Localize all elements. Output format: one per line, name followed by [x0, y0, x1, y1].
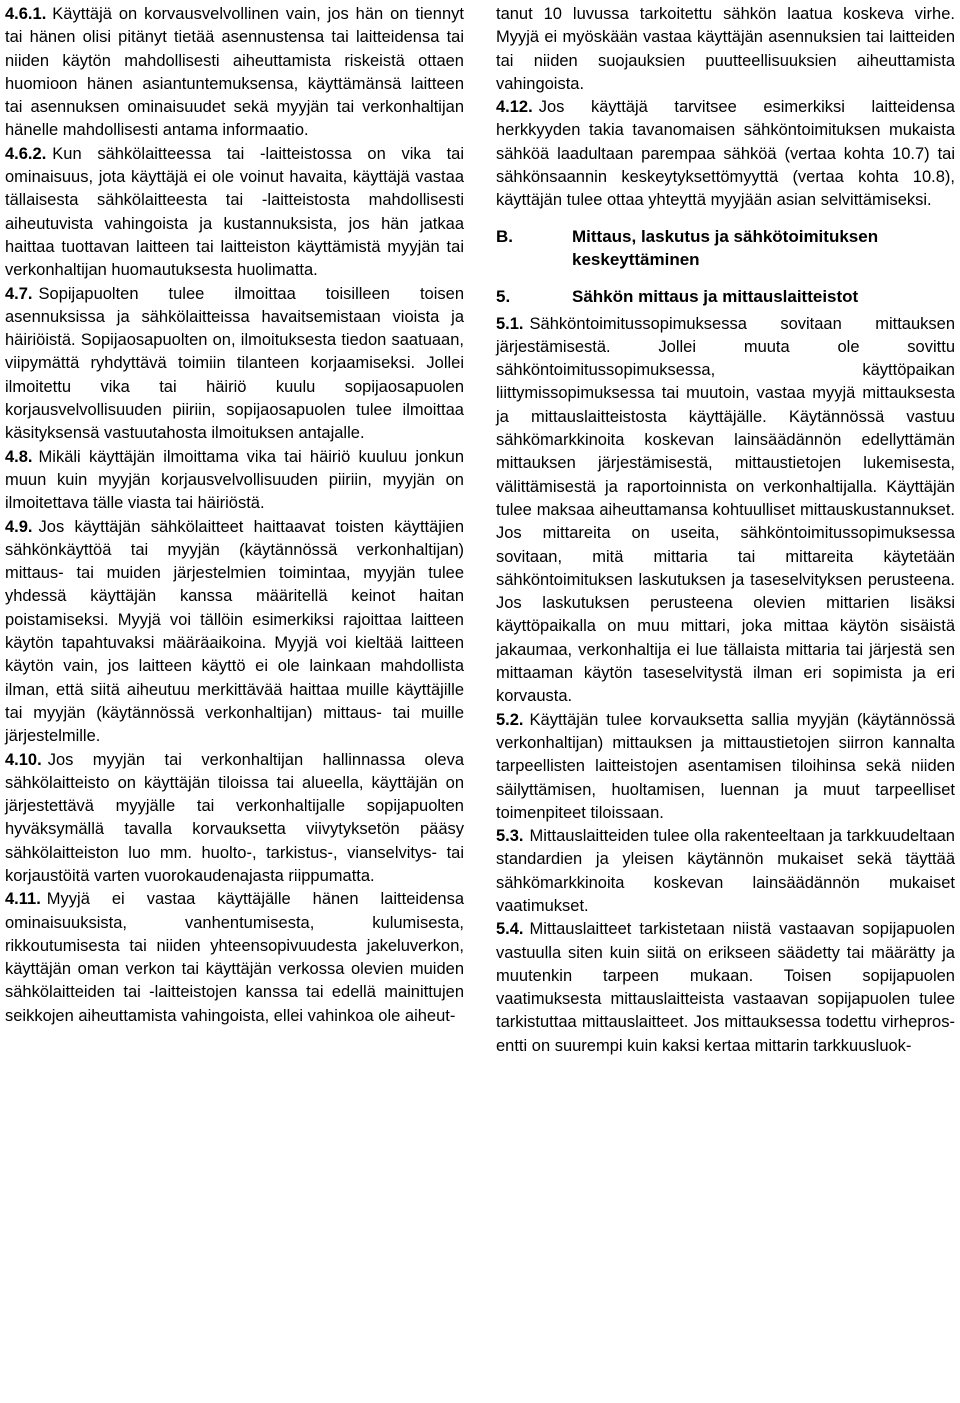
left-column — [5, 3, 464, 1403]
paragraph-text: Kun sähkölaitteessa tai -laitteistossa on vika tai ominaisuus, jota käyttäjä ei ole voinut havaita, käyttäjä vastaa tällaisesta sähkölaitteesta tai -laitteistosta mahdollisesti aiheutuvista vahingoista ja kustannuksista, jos hän jatkaa haittaa tuottavan laitteen tai laitteiston käyttämistä myyjän tai verkonhaltijan huomautuksesta huolimatta. — [5, 144, 464, 280]
paragraph-5-2 — [496, 709, 955, 825]
paragraph-4-8 — [5, 446, 464, 516]
heading-number: B. — [496, 226, 513, 246]
section-number: 4.7. — [5, 284, 33, 303]
section-number: 4.12. — [496, 98, 533, 117]
paragraph-text: Jos myyjän tai verkonhaltijan hallinnassa oleva sähkölaitteisto on käyttäjän tiloissa tai alueella, käyttäjän on järjestettävä myyjälle tai verkonhaltijalle sopijapuolten hyväksymällä tavalla korvauksetta viivytyksetön pääsy sähkölaitteiston luo mm. huolto-, tarkistus-, vianselvitys- tai korjaustöitä varten vuorokaudenajasta riippumatta. — [5, 750, 464, 885]
paragraph-text: Mittauslaitteiden tulee olla rakenteeltaan ja tarkkuudeltaan standardien ja yleisen käytännön mukaiset sekä täyttää sähkömarkkinoita koskevan lainsäädännön mukaiset vaatimukset. — [496, 827, 955, 915]
section-number: 5.1. — [496, 314, 524, 333]
continuation-paragraph: tanut 10 luvussa tarkoitettu sähkön laatua koskeva virhe. Myyjä ei myöskään vastaa käyttäjän asennuksien tai laitteiden tai niiden suojauksien puutteellisuuksien aiheuttamista vahingoista. — [496, 5, 955, 93]
section-number: 4.8. — [5, 447, 33, 466]
paragraph-4-11 — [5, 888, 464, 1028]
paragraph-5-3 — [496, 825, 955, 918]
section-number: 4.6.2. — [5, 144, 47, 163]
paragraph-4-10 — [5, 749, 464, 889]
paragraph-text: Myyjä ei vastaa käyttäjälle hänen laitteidensa ominaisuuksista, vanhentumisesta, kulumisesta, rikkoutumisesta tai niiden yhteensopivuudesta jakeluverkon, käyttäjän oman verkon tai käyttäjän verkossa olevien muiden sähkölaitteiden tai -laitteistojen kanssa tai edellä mainittujen seikkojen aiheuttamista vahingoista, ellei vahinkoa ole aiheut- — [5, 890, 464, 1025]
section-heading-5 — [496, 285, 955, 308]
section-number: 4.9. — [5, 517, 33, 536]
heading-text: Mittaus, laskutus ja sähkötoimituksen keskeyttäminen — [572, 226, 879, 269]
paragraph-text: Käyttäjän tulee korvauksetta sallia myyjän (käytännössä verkonhaltijan) mittauksen ja mittaustietojen siirron kannalta tarpeellisten laitteistojen asentamisen tiloihinsa sekä niiden säilyttämisen, huoltamisen, luennan ja muut tarpeelliset toimenpiteet tiloissaan. — [496, 710, 955, 822]
paragraph-text: Sähköntoimitussopimuksessa sovitaan mittauksen järjestämisestä. Jollei muuta ole sovittu sähköntoimitussopimuksessa, käyttöpaikan liittymissopimuksessa tai muutoin, vastaa myyjä mittauksesta ja mittauslaitteistosta käyttäjälle. Käytännössä vastuu sähkömarkkinoita koskevan lainsäädännön edellyttämän mittauksen järjestämisestä, mittaustietojen lukemisesta, välittämisestä ja raportoinnista on verkonhaltijalla. Käyttäjän tulee maksaa aiheuttamansa kohtuulliset mittauskustannukset. Jos mittareita on useita, sähköntoimitussopimuksessa sovitaan, mitä mittaria tai mittareita käytetään sähköntoimituksen laskutuksen ja taseselvityksen perusteena. Jos laskutuksen perusteena olevien mittarien lisäksi käyttöpaikalla on muu mittari, joka mittaa käytön sisäistä jakaumaa, verkonhaltija ei lue tällaista mittaria tai järjestä sen mittaaman käytön taseselvitystä ilman eri sopimista ja eri korvausta. — [496, 314, 955, 706]
paragraph-text: Sopijapuolten tulee ilmoittaa toisilleen toisen asennuksissa ja sähkölaitteissa havaitsemistaan vioista ja häiriöistä. Sopijaosapuolten on, ilmoituksesta tiedon saatuaan, viipymättä ryhdyttävä toimiin tilanteen korjaamiseksi. Jollei ilmoitettu vika tai häiriö kuulu sopijaosapuolen korjausvelvollisuuden piiriin, sopijaosapuolen tulee ilmoittaa käsityksensä vastuutahosta ilmoituksen antajalle. — [5, 284, 464, 443]
paragraph-text: Käyttäjä on korvausvelvollinen vain, jos hän on tiennyt tai hänen olisi pitänyt tietää asennustensa tai laitteidensa tai niiden käytön mahdollisesti aiheuttamista riskeistä ottaen huomioon hänen asiantuntemuksensa, käyttämänsä laitteen tai asennuksen ominaisuudet sekä myyjän tai verkonhaltijan hänelle mahdollisesti antama informaatio. — [5, 5, 464, 140]
paragraph-4-6-2 — [5, 143, 464, 283]
paragraph-4-7 — [5, 283, 464, 446]
heading-text: Sähkön mittaus ja mittauslaitteistot — [572, 287, 859, 307]
paragraph-5-1 — [496, 313, 955, 709]
section-number: 5.3. — [496, 827, 524, 846]
heading-number: 5. — [496, 287, 511, 307]
paragraph-text: Jos käyttäjän sähkölaitteet haittaavat toisten käyttäjien sähkönkäyttöä tai myyjän (käytännössä verkonhaltijan) mittaus- tai muiden järjestelmien toimintaa, myyjän tulee yhdessä käyttäjän kanssa määritellä keinot haitan poistamiseksi. Myyjä voi tällöin esimerkiksi rajoittaa laitteen käytön tapahtuvaksi määräaikoina. Myyjä voi kieltää laitteen käytön vain, jos laitteen käyttö ei ole lainkaan mahdollista ilman, että siitä aiheutuu merkittävää haittaa muille käyttäjille tai myyjän (käytännössä verkonhaltijan) mittaus- tai muille järjestelmille. — [5, 517, 464, 746]
paragraph-4-12 — [496, 96, 955, 212]
paragraph-5-4 — [496, 918, 955, 1058]
paragraph-4-9 — [5, 516, 464, 749]
section-number: 4.11. — [5, 890, 41, 909]
paragraph-text: Jos käyttäjä tarvitsee esimerkiksi laitteidensa herkkyyden takia tavanomaisen sähköntoimituksen mukaista sähköä laadultaan parempaa sähköä (vertaa kohta 10.7) tai sähkönsaannin keskeytyksettömyyttä (vertaa kohta 10.8), käyttäjän tulee ottaa yhteyttä myyjään asian selvittämiseksi. — [496, 98, 955, 210]
paragraph-text: Mikäli käyttäjän ilmoittama vika tai häiriö kuuluu jonkun muun kuin myyjän korjausvelvollisuuden piiriin, myyjän on ilmoitettava tälle viasta tai häiriöstä. — [5, 447, 464, 513]
section-number: 4.6.1. — [5, 5, 47, 23]
section-number: 4.10. — [5, 750, 42, 769]
paragraph-4-6-1 — [5, 3, 464, 143]
right-column — [496, 3, 955, 1403]
section-number: 5.4. — [496, 920, 524, 939]
section-number: 5.2. — [496, 710, 524, 729]
paragraph-text: Mittauslaitteet tarkistetaan niistä vastaavan sopijapuolen vastuulla siten kuin siitä on erikseen säädetty tai määrätty ja muutenkin tarpeen mukaan. Toisen sopijapuolen vaatimuksesta mittauslaitteista vastaavan sopijapuolen tulee tarkistuttaa mittauslaitteet. Jos mittauksessa todettu virheprosentti on suurempi kuin kaksi kertaa mittarin tarkkuusluok- — [496, 920, 955, 1055]
section-heading-b — [496, 225, 955, 272]
